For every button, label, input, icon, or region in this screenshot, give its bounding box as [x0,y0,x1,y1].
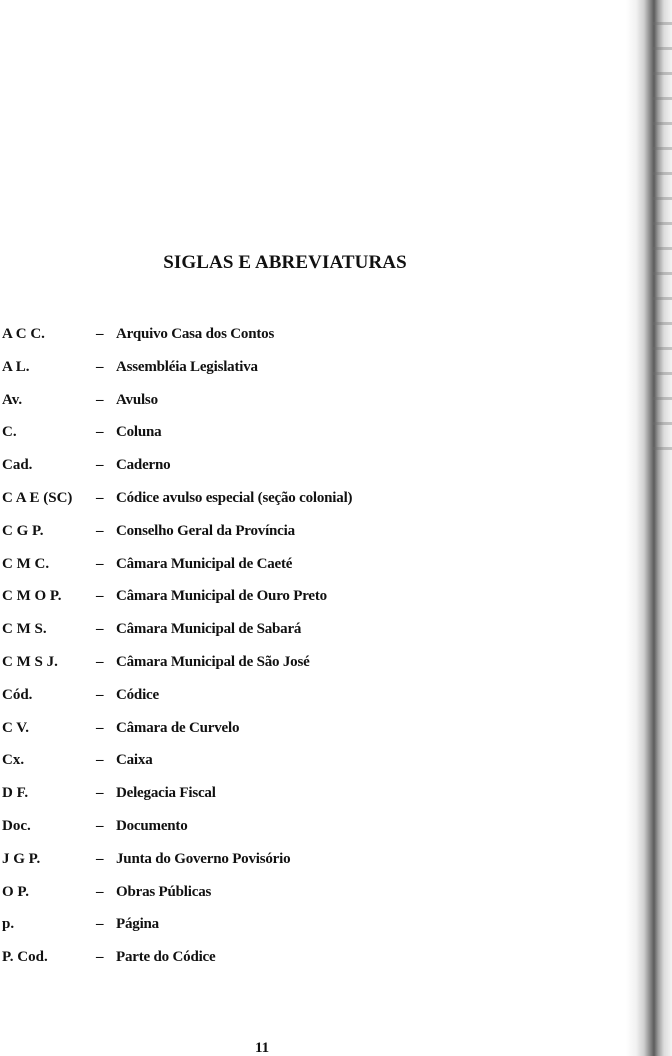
abbreviation-term: C A E (SC) [2,489,73,506]
abbreviation-dash: – [96,686,104,703]
abbreviation-dash: – [96,850,104,867]
abbreviation-term: Cód. [2,686,33,703]
abbreviation-term: C V. [2,719,29,736]
abbreviation-definition: Assembléia Legislativa [116,358,258,375]
abbreviation-term: Cx. [2,752,25,769]
abbreviation-definition: Câmara Municipal de Caeté [116,555,293,572]
abbreviation-dash: – [96,326,104,342]
abbreviation-definition: Códice avulso especial (seção colonial) [116,489,353,506]
abbreviation-term: J G P. [2,850,41,867]
abbreviation-list [0,326,600,982]
abbreviation-definition: Câmara de Curvelo [116,719,240,736]
abbreviation-definition: Coluna [116,424,162,441]
abbreviation-definition: Caixa [116,752,153,769]
abbreviation-term: D F. [2,785,29,802]
abbreviation-dash: – [96,883,104,900]
abbreviation-dash: – [96,785,104,802]
abbreviation-term: C M O P. [2,588,62,605]
abbreviation-term: C M S J. [2,653,58,670]
abbreviation-row [0,326,600,359]
abbreviation-dash: – [96,817,104,834]
abbreviation-term: A L. [2,358,30,375]
abbreviation-row [0,490,600,523]
abbreviation-term: C M S. [2,621,47,638]
abbreviation-term: P. Cod. [2,949,48,966]
abbreviation-definition: Junta do Governo Povisório [116,850,291,867]
abbreviation-definition: Avulso [116,391,158,408]
abbreviation-dash: – [96,653,104,670]
abbreviation-row [0,523,600,556]
abbreviation-dash: – [96,949,104,966]
abbreviation-row [0,392,600,425]
abbreviation-dash: – [96,424,104,441]
abbreviation-definition: Câmara Municipal de Ouro Preto [116,588,327,605]
abbreviation-term: p. [2,916,15,933]
abbreviation-definition: Câmara Municipal de São José [116,653,310,670]
abbreviation-definition: Documento [116,817,188,834]
abbreviation-row [0,720,600,753]
abbreviation-dash: – [96,588,104,605]
page-title: SIGLAS E ABREVIATURAS [163,252,407,273]
abbreviation-definition: Página [116,916,159,933]
abbreviation-row [0,556,600,589]
abbreviation-definition: Conselho Geral da Província [116,522,295,539]
abbreviation-dash: – [96,719,104,736]
abbreviation-row [0,752,600,785]
abbreviation-term: Cad. [2,457,33,474]
abbreviation-dash: – [96,752,104,769]
abbreviation-dash: – [96,358,104,375]
abbreviation-row [0,785,600,818]
page-number: 11 [255,1040,270,1056]
abbreviation-definition: Códice [116,686,159,703]
scan-noise [652,0,672,460]
abbreviation-term: C. [2,424,17,441]
abbreviation-dash: – [96,391,104,408]
abbreviation-definition: Câmara Municipal de Sabará [116,621,302,638]
abbreviation-definition: Caderno [116,457,171,474]
abbreviation-dash: – [96,555,104,572]
abbreviation-row [0,654,600,687]
abbreviation-term: A C C. [2,326,45,342]
abbreviation-row [0,818,600,851]
abbreviation-term: O P. [2,883,29,900]
abbreviation-row [0,621,600,654]
abbreviation-term: Doc. [2,817,31,834]
abbreviation-row [0,687,600,720]
abbreviation-dash: – [96,457,104,474]
abbreviation-row [0,588,600,621]
abbreviation-row [0,949,600,982]
abbreviation-definition: Arquivo Casa dos Contos [116,326,275,342]
abbreviation-term: C G P. [2,522,44,539]
abbreviation-term: C M C. [2,555,50,572]
abbreviation-dash: – [96,522,104,539]
abbreviation-dash: – [96,489,104,506]
abbreviation-row [0,916,600,949]
abbreviation-row [0,424,600,457]
abbreviation-definition: Parte do Códice [116,949,216,966]
abbreviation-row [0,884,600,917]
abbreviation-dash: – [96,621,104,638]
abbreviation-row [0,359,600,392]
abbreviation-row [0,851,600,884]
abbreviation-dash: – [96,916,104,933]
abbreviation-definition: Delegacia Fiscal [116,785,216,802]
abbreviation-term: Av. [2,391,23,408]
abbreviation-definition: Obras Públicas [116,883,212,900]
abbreviation-row [0,457,600,490]
